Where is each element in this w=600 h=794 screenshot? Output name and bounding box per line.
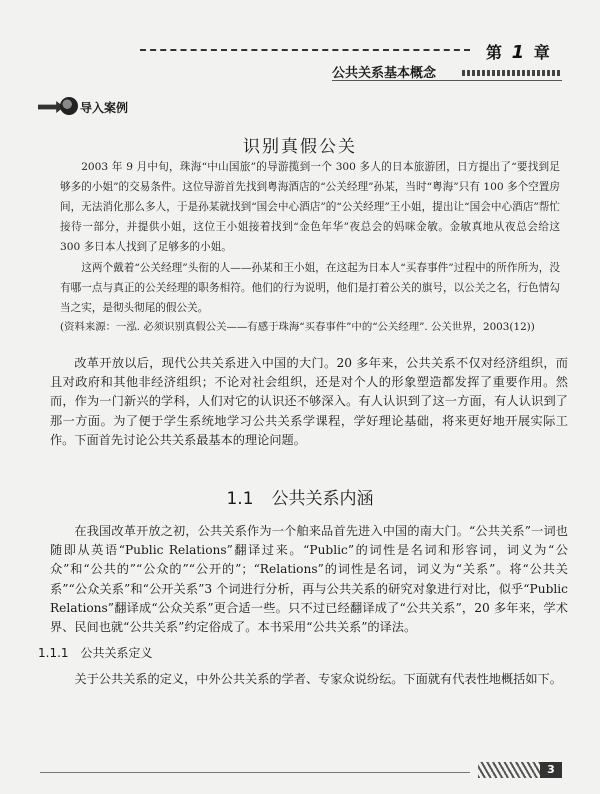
page-number: 3 (540, 762, 562, 778)
subsection-heading (38, 644, 153, 661)
section-heading (0, 484, 600, 509)
body-paragraph-2: 在我国改革开放之初，公共关系作为一个舶来品首先进入中国的南大门。“公共关系”一词也随即从英语“Public Relations”翻译过来。“Public”的词性是名词和形容词，词义为“公众”和“公共的”“公众的”“公开的”；“Relations”的词性是名词，词义为“关系”。将“公共关系”“公众关系”和“公开关系”3 个词进行分析，再与公共关系的研究对象进行对比，似乎“Public Relations”翻译成“公众关系”更合适一些。只不过已经翻译成了“公共关系”，20 多年来，学术界、民间也就“公共关系”约定俗成了。本书采用“公共关系”的译法。 (50, 524, 568, 635)
body-paragraph-1: 改革开放以后，现代公共关系进入中国的大门。20 多年来，公共关系不仅对经济组织，而且对政府和其他非经济组织；不论对社会组织，还是对个人的形象塑造都发挥了重要作用。然而，作为一门新兴的学科，人们对它的认识还不够深入。有人认识到了这一方面，有人认识到了那一方面。为了便于学生系统地学习公共关系学课程，学好理论基础，将来更好地开展实际工作。下面首先讨论公共关系最基本的理论问题。 (50, 356, 568, 447)
header-rule (332, 80, 562, 81)
arrow-disc-icon (38, 97, 76, 117)
footer-stripes-decoration (478, 762, 540, 778)
section-number: 1.1 (226, 489, 254, 509)
chapter-prefix: 第 (486, 43, 505, 62)
subsection-title: 公共关系定义 (80, 646, 153, 660)
case-source: (资料来源：一泓. 必须识别真假公关——有感于珠海“买春事件”中的“公关经理”. 公关世界，2003(12)) (60, 321, 535, 333)
chapter-suffix: 章 (533, 43, 552, 62)
intro-case-tag (38, 96, 128, 118)
intro-case-label: 导入案例 (79, 100, 128, 115)
body-paragraph-3: 关于公共关系的定义，中外公共关系的学者、专家众说纷纭。下面就有代表性地概括如下。 (74, 672, 562, 686)
chapter-number: 1 (511, 42, 527, 63)
header-dots-decoration (462, 70, 562, 76)
section-title: 公共关系内涵 (271, 489, 374, 509)
case-title: 识别真假公关 (243, 137, 357, 157)
case-paragraph-1: 2003 年 9 月中旬，珠海“中山国旅”的导游揽到一个 300 多人的日本旅游团，日方提出了“要找到足够多的小姐”的交易条件。这位导游首先找到粤海酒店的“公关经理”孙某，当时“粤海”只有 100 多个空置房间，无法消化那么多人，于是孙某就找到“国会中心酒店”的“公关经理”王小姐，提出让“国会中心酒店”帮忙接待一部分，并提供小姐，这位王小姐接着找到“金色年华”夜总会的妈咪金敏。金敏真地从夜总会给这 300 多日本人找到了足够多的小姐。 (60, 161, 560, 253)
subsection-number: 1.1.1 (38, 646, 69, 660)
footer-rule (40, 772, 470, 773)
chapter-label (486, 40, 552, 63)
running-header-title: 公共关系基本概念 (332, 66, 437, 81)
header-dashed-rule (140, 49, 470, 51)
case-paragraph-2: 这两个戴着“公关经理”头衔的人——孙某和王小姐，在这起为日本人“买春事件”过程中的所作所为，没有哪一点与真正的公关经理的职务相符。他们的行为说明，他们是打着公关的旗号，以公关之名，行色情勾当之实，是彻头彻尾的假公关。 (60, 262, 560, 314)
